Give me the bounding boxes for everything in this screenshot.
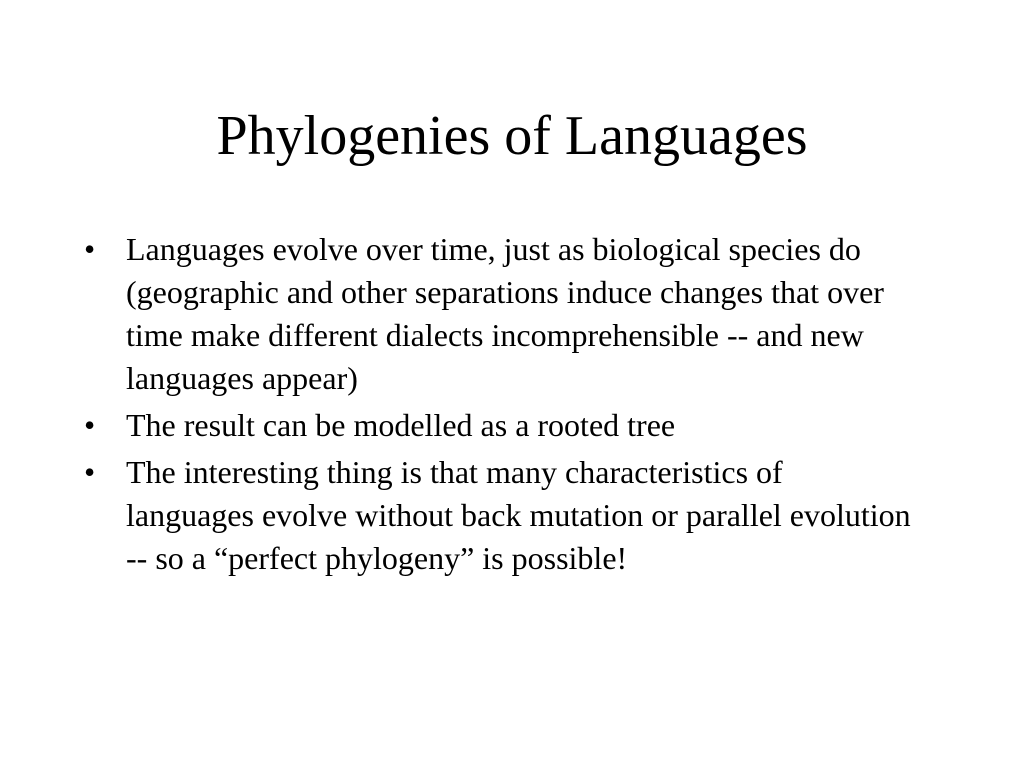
bullet-text: Languages evolve over time, just as biological species do (geographic and other separations induce changes that over time make different dialects incomprehensible -- and new languages appear) <box>126 231 884 396</box>
slide-title: Phylogenies of Languages <box>216 105 808 167</box>
bullet-text: The interesting thing is that many characteristics of languages evolve without back mutation or parallel evolution -- so a “perfect phylogeny” is possible! <box>126 454 911 576</box>
bullet-item <box>84 404 914 447</box>
bullet-list <box>84 228 914 584</box>
bullet-item <box>84 451 914 580</box>
bullet-icon: • <box>84 407 96 443</box>
bullet-item <box>84 228 914 400</box>
bullet-icon: • <box>84 231 96 267</box>
bullet-icon: • <box>84 454 96 490</box>
bullet-text: The result can be modelled as a rooted tree <box>126 407 676 443</box>
